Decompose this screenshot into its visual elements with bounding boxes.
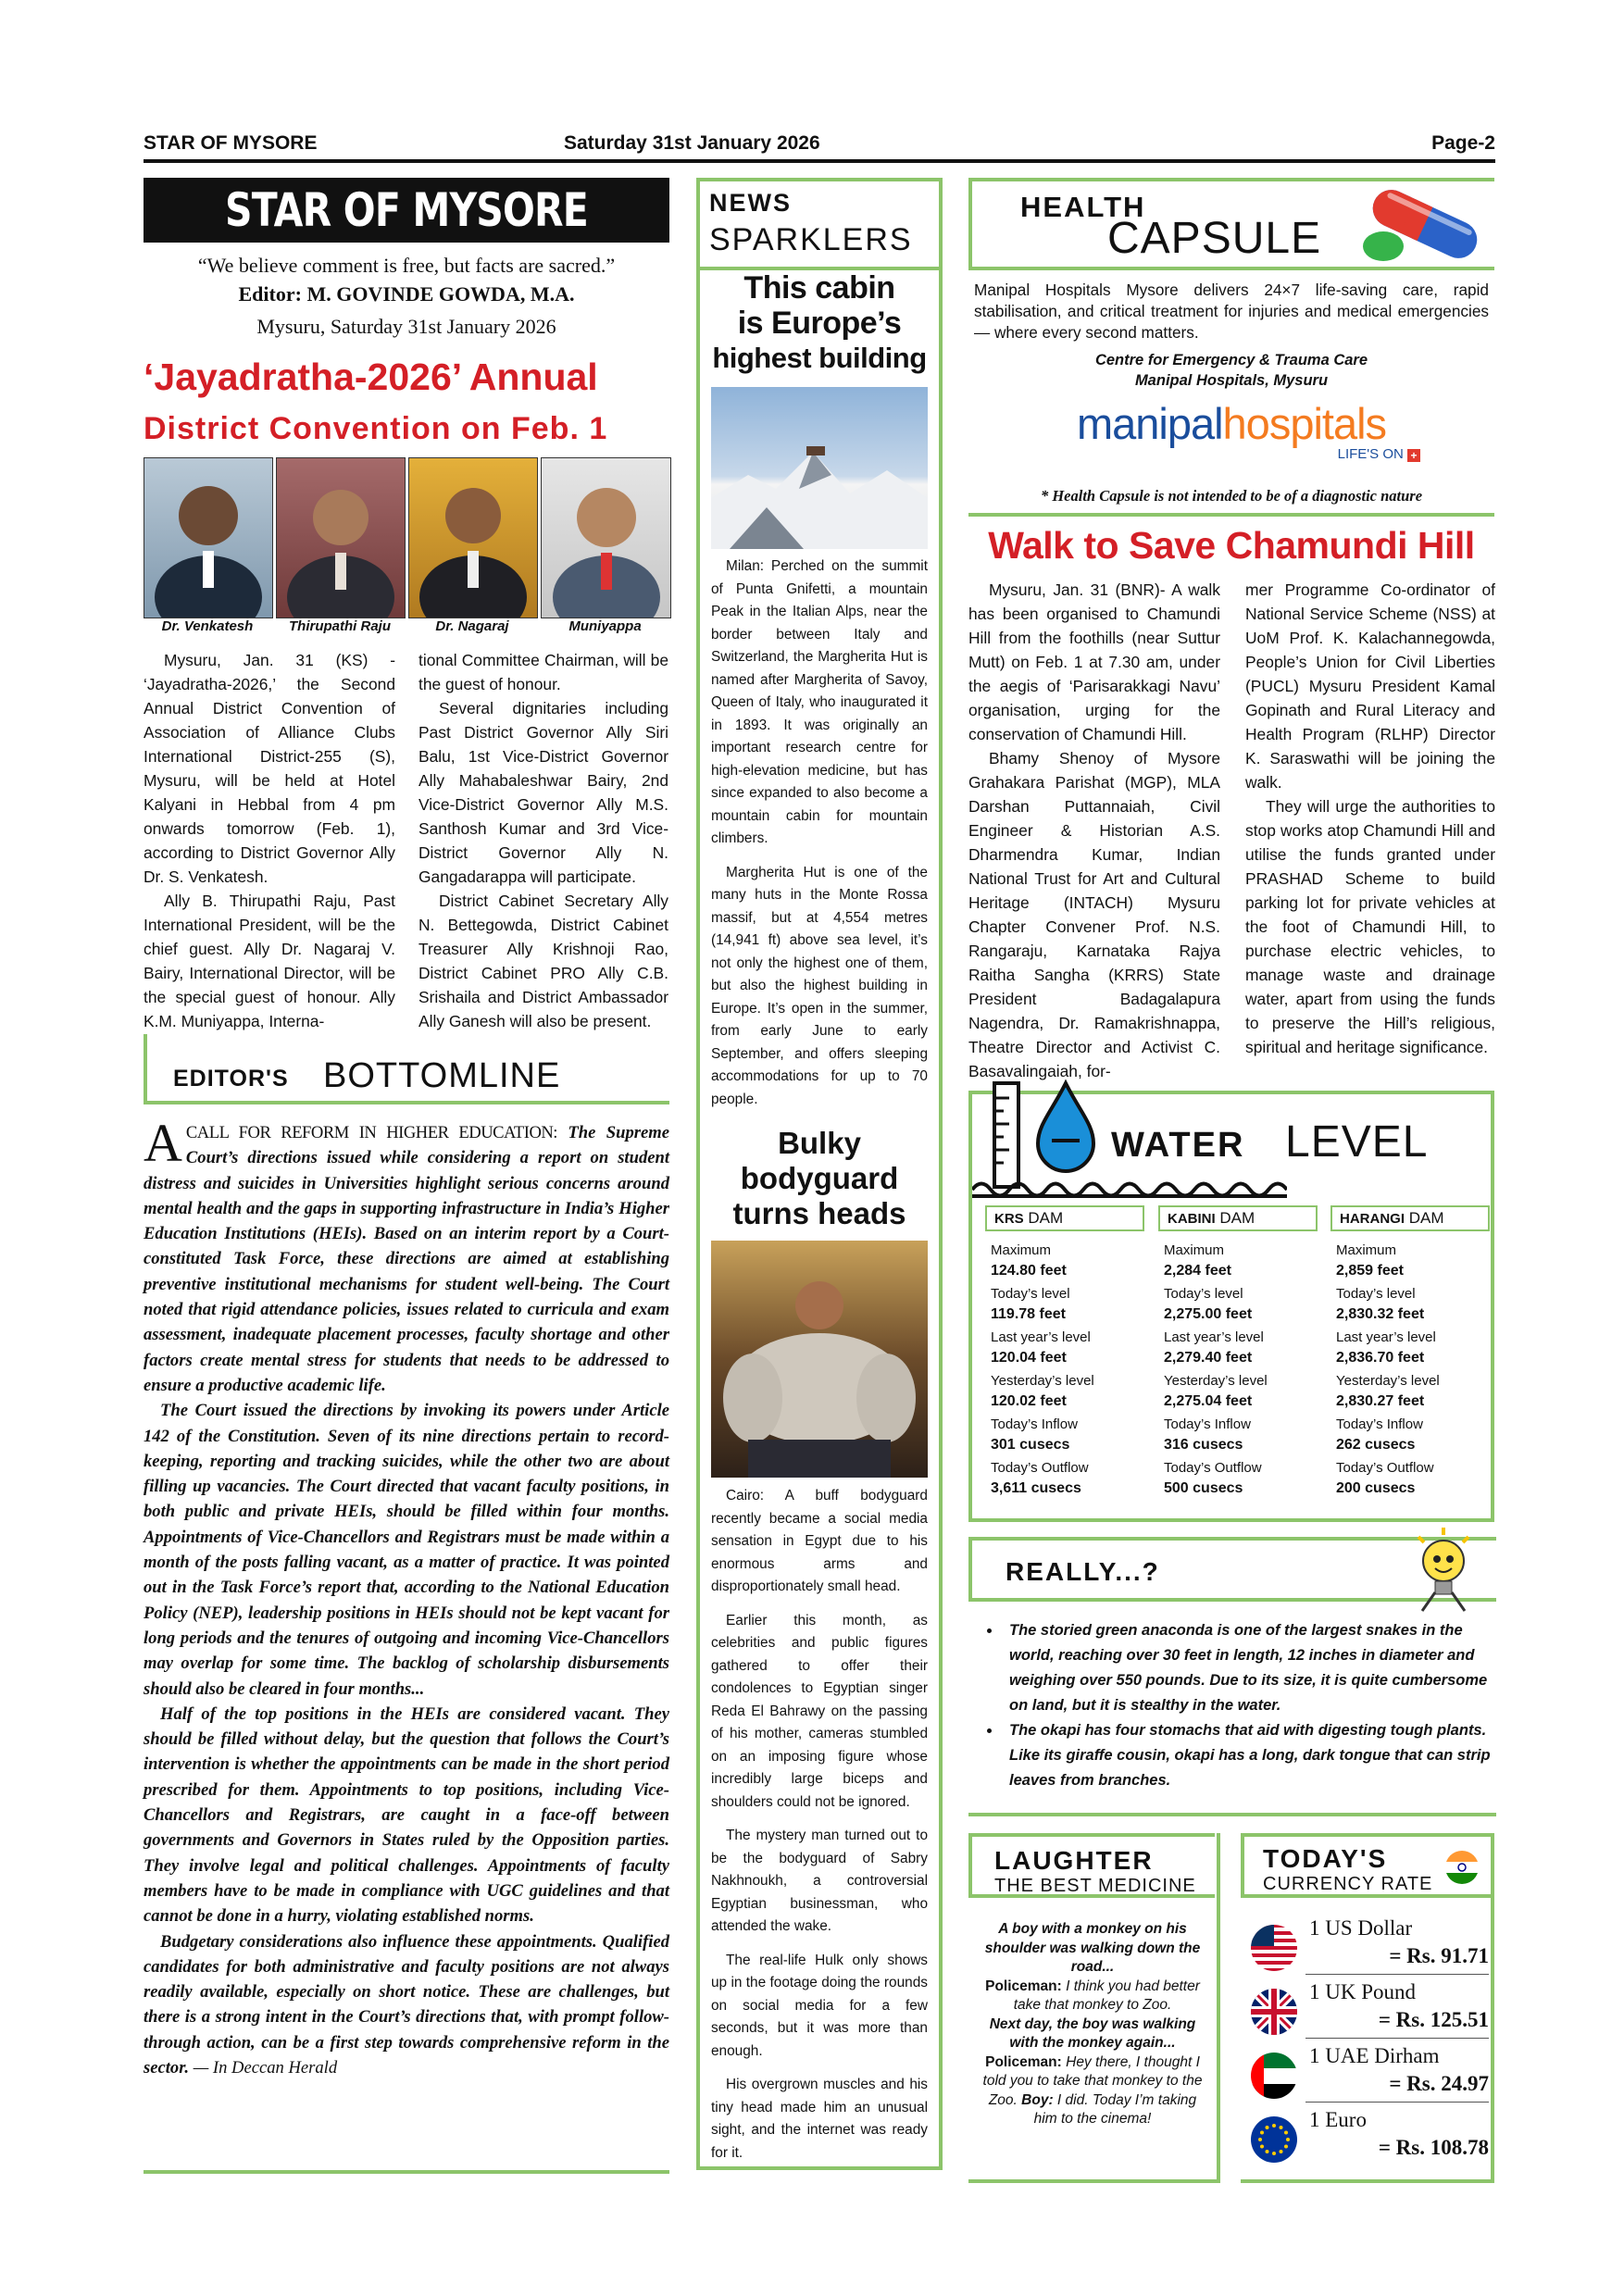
lead-headline-1: ‘Jayadratha-2026’ Annual: [144, 356, 598, 398]
dam-row-label: Maximum: [991, 1242, 1052, 1258]
person-icon: [711, 1241, 928, 1478]
joke-line: Hey there, I thought I told you to take that monkey to the Zoo.: [982, 2053, 1203, 2108]
currency-right-rule: [1491, 1898, 1494, 2183]
news-para: His overgrown muscles and his tiny head made him an unusual sight, and the internet was ready for it.: [711, 2077, 928, 2161]
photo-nagaraj: [408, 457, 538, 618]
laughter-head-2: THE BEST MEDICINE: [994, 1876, 1196, 1896]
dam-row-label: Today’s Outflow: [991, 1460, 1089, 1476]
lead-body-col1: [144, 648, 395, 1033]
walk-para: They will urge the authorities to stop works atop Chamundi Hill and utilise the funds granted under PRASHAD Scheme to build parking lot for private vehicles at the foot of Chamundi Hill, to purchase electric vehicles, to manage waste and drainage water, apart from using the funds to preserve the Hill’s religious, spiritual and heritage significance.: [1245, 797, 1495, 1056]
india-flag-icon: [1444, 1850, 1480, 1885]
dam-row-value: 2,284 feet: [1164, 1263, 1231, 1279]
walk-para: Mysuru, Jan. 31 (BNR)- A walk has been organised to Chamundi Hill from the foothills (near Suttur Mutt) on Feb. 1 at 7.30 am, under the aegis of ‘Parisarakkagi Navu’ organisation, urging for the conservation of Chamundi Hill.: [968, 580, 1220, 743]
laughter-bottom-rule: [968, 2179, 1218, 2183]
left-bottom-rule: [144, 2170, 669, 2174]
dam-row-label: Today’s Outflow: [1164, 1460, 1262, 1476]
dam-row-value: 2,830.27 feet: [1336, 1393, 1425, 1409]
uae-flag-icon: [1250, 2052, 1298, 2100]
manipal-tag: LIFE'S ON: [1337, 446, 1404, 462]
currency-divider: [1305, 2038, 1489, 2039]
photo-caption-1: Dr. Venkatesh: [161, 618, 254, 634]
photo-muniyappa: [541, 457, 671, 618]
us-flag-icon: [1250, 1924, 1298, 1972]
photo-venkatesh: [144, 457, 273, 618]
editors-para: Half of the top positions in the HEIs are considered vacant. They should be filled without delay, but the question that follows the Court’s intervention is whether the appointments can be made in the short period prescribed for them. Appointments to top positions, including Vice-Chancellors and Registrars, are caught in a face-off between governments and Governors in States ruled by the Opposition parties. They involve legal and political challenges. Appointments of faculty members have to be made in compliance with UGC guidelines and that cannot be done in a hurry, violating established norms.: [144, 1703, 669, 1927]
dam-name-label: [985, 1205, 1144, 1231]
dam-name: KABINI: [1168, 1211, 1216, 1227]
currency-value: = Rs. 108.78: [1378, 2136, 1489, 2159]
masthead: [144, 178, 669, 243]
manipal-logo: [968, 398, 1494, 465]
editors-body: [144, 1113, 669, 2080]
lead-para: Ally B. Thirupathi Raju, Past International President, will be the chief guest. Ally Dr. Nagaraj V. Bairy, International Director, will be the special guest of honour. Ally K.M. Muniyappa, Interna-: [144, 892, 395, 1030]
editors-head-2: BOTTOMLINE: [323, 1056, 561, 1095]
story2-title-line: bodyguard: [740, 1161, 899, 1195]
masthead-editor: Editor: M. GOVINDE GOWDA, M.A.: [238, 282, 575, 306]
news-head-1: NEWS: [709, 189, 792, 217]
joke-line: I think you had better take that monkey to Zoo.: [1013, 1978, 1200, 2013]
masthead-title: STAR OF MYSORE: [224, 183, 588, 237]
manipal-tagline: [1338, 446, 1420, 462]
health-capsule-header: [968, 178, 1494, 270]
news-para: Milan: Perched on the summit of Punta Gnifetti, a mountain Peak in the Italian Alps, near the border between Italy and Switzerland, the Margherita Hut is named after Margherita of Savoy, Queen of Italy, who inaugurated it in 1893. It was originally an important research centre for high-elevation medicine, but has since expanded to also become a mountain cabin for mountain climbers.: [711, 558, 928, 846]
editors-para: [144, 1929, 669, 2081]
editors-lead-caps: CALL FOR REFORM IN HIGHER EDUCATION:: [185, 1123, 557, 1142]
dam-suffix: DAM: [1023, 1209, 1064, 1227]
dam-row-value: 124.80 feet: [991, 1263, 1067, 1279]
lead-headline-2: District Convention on Feb. 1: [144, 411, 608, 446]
dam-row-label: Today’s Inflow: [991, 1416, 1078, 1432]
header-date: Saturday 31st January 2026: [564, 132, 820, 154]
joke-line: I did. Today I’m taking him to the cinema!: [1033, 2091, 1197, 2127]
dam-row-value: 120.02 feet: [991, 1393, 1067, 1409]
health-head-2: CAPSULE: [1107, 214, 1322, 263]
health-text: Manipal Hospitals Mysore delivers 24×7 life-saving care, rapid stabilisation, and critical treatment for injuries and medical emergencies — where every second matters.: [974, 281, 1489, 342]
joke-line: A boy with a monkey on his shoulder was walking down the road...: [984, 1921, 1201, 1975]
dam-row-label: Last year’s level: [1336, 1329, 1436, 1345]
editors-p4: Budgetary considerations also influence these appointments. Qualified candidates for both administrative and faculty positions are not always readily available, especially on short notice. These are challenges, but there is a strong intent in the Court’s directions that, with prompt follow-through action, can be a first step towards comprehensive reform in the sector.: [144, 1931, 669, 2078]
dam-row-value: 500 cusecs: [1164, 1480, 1243, 1496]
news-story1-body: [711, 555, 928, 1111]
walk-body-col1: [968, 578, 1220, 1083]
dam-row-label: Today’s level: [991, 1286, 1070, 1302]
walk-body-col2: [1245, 578, 1495, 1059]
photo-thirupathi-raju: [276, 457, 406, 618]
really-list: [968, 1618, 1493, 1793]
lead-body-col2: [418, 648, 668, 1033]
manipal-logo-a: manipal: [1076, 399, 1223, 448]
currency-header: [1241, 1833, 1494, 1898]
health-centre-2: Manipal Hospitals, Mysuru: [1134, 372, 1329, 389]
dam-row-label: Maximum: [1164, 1242, 1225, 1258]
walk-headline: Walk to Save Chamundi Hill: [988, 524, 1475, 567]
portrait-icon: [144, 458, 272, 618]
dam-row-value: 301 cusecs: [991, 1437, 1070, 1453]
dam-row-label: Today’s Inflow: [1336, 1416, 1423, 1432]
story1-title-line: highest building: [712, 342, 927, 374]
dam-row-label: Yesterday’s level: [1336, 1373, 1440, 1389]
currency-value: = Rs. 91.71: [1389, 1944, 1489, 1967]
really-bottom-rule: [968, 1813, 1496, 1816]
dam-row-label: Yesterday’s level: [1164, 1373, 1268, 1389]
news-head-2: SPARKLERS: [709, 222, 913, 257]
header-paper: STAR OF MYSORE: [144, 132, 318, 154]
editors-p1: The Supreme Court’s directions issued while considering a report on student distress and suicides in Universities highlight serious concerns around mental health and the gaps in supporting infrastructure in India’s Higher Education Institutions (HEIs). Based on an interim report by a Court-constituted Task Force, these directions are aimed at establishing preventive institutional mechanisms for student well-being. The Court noted that rigid attendance policies, issues related to curricula and exam assessment, inadequate placement processes, faculty shortage and other factors create mental stress for students that needs to be addressed to ensure a productive academic life.: [144, 1123, 669, 1395]
dam-kabini: [1158, 1205, 1318, 1502]
dam-name-label: [1330, 1205, 1490, 1231]
news-story2-body: [711, 1485, 928, 2165]
laughter-joke: [981, 1920, 1204, 2129]
lightbulb-icon: [1402, 1526, 1485, 1616]
currency-value: = Rs. 24.97: [1389, 2072, 1489, 2095]
dam-name-label: [1158, 1205, 1318, 1231]
health-disclaimer: * Health Capsule is not intended to be of a diagnostic nature: [1040, 487, 1423, 505]
lead-para: tional Committee Chairman, will be the guest of honour.: [418, 651, 668, 693]
dam-row-value: 2,830.32 feet: [1336, 1306, 1425, 1322]
photo-caption-4: Muniyappa: [568, 618, 642, 634]
laughter-head-1: LAUGHTER: [994, 1846, 1154, 1875]
running-header: [144, 132, 1495, 158]
joke-speaker: Boy:: [1021, 2091, 1054, 2108]
dam-row-label: Last year’s level: [991, 1329, 1091, 1345]
dam-row-value: 119.78 feet: [991, 1306, 1066, 1322]
mountain-icon: [711, 387, 928, 549]
news-top-rule: [696, 178, 943, 181]
walk-para: Bhamy Shenoy of Mysore Grahakara Parishat (MGP), MLA Darshan Puttannaiah, Civil Engineer & Historian A.S. Dharmendra Kumar, Indian National Trust for Art and Cultural Heritage (INTACH) Mysuru Chapter Convener Prof. N.S. Rangaraju, Karnataka Rajya Raitha Sangha (KRRS) State President Badagalapura Nagendra, Dr. Ramakrishnappa, Theatre Director and Activist C. Basavalingaiah, for-: [968, 749, 1220, 1080]
joke-speaker: Policeman:: [985, 1978, 1062, 1994]
news-right-rule: [939, 178, 943, 2170]
lead-para: Several dignitaries including Past District Governor Ally Siri Balu, 1st Vice-District Governor Ally Mahabaleshwar Bairy, 2nd Vice-District Governor Ally M.S. Santhosh Kumar and 3rd Vice-District Governor Ally N. Gangadarappa will participate.: [418, 699, 668, 886]
editors-source: — In Deccan Herald: [193, 2057, 338, 2078]
news-para: Earlier this month, as celebrities and public figures gathered to offer their condolences to Egyptian singer Reda El Bahrawy on the passing of his mother, cameras stumbled on an imposing figure whose incredibly large biceps and shoulders could not be ignored.: [711, 1612, 928, 1810]
story1-title-line: This cabin: [743, 270, 895, 306]
news-story1-title: [700, 270, 939, 376]
joke-line: Next day, the boy was walking with the monkey again...: [989, 2015, 1196, 2051]
photo-margherita-hut: [711, 387, 928, 549]
lead-para: Mysuru, Jan. 31 (KS) - ‘Jayadratha-2026,’ the Second Annual District Convention of Association of Alliance Clubs International District-255 (S), Mysuru, will be held at Hotel Kalyani in Hebbal from 4 pm onwards tomorrow (Feb. 1), according to District Governor Ally Dr. S. Venkatesh.: [144, 651, 395, 886]
health-head-1: HEALTH: [1020, 191, 1146, 223]
currency-head-1: TODAY'S: [1263, 1844, 1388, 1873]
lead-photo-row: [144, 457, 669, 635]
photo-caption-2: Thirupathi Raju: [289, 618, 391, 634]
header-rule: [144, 159, 1495, 163]
pill-capsule-icon: [1355, 180, 1494, 268]
dam-row-label: Last year’s level: [1164, 1329, 1264, 1345]
laughter-header: [968, 1833, 1215, 1898]
masthead-motto: “We believe comment is free, but facts are sacred.”: [197, 254, 616, 277]
dam-row-label: Maximum: [1336, 1242, 1397, 1258]
dam-row-value: 316 cusecs: [1164, 1437, 1243, 1453]
currency-name: 1 Euro: [1309, 2108, 1367, 2131]
uk-flag-icon: [1250, 1988, 1298, 2036]
news-para: The mystery man turned out to be the bodyguard of Sabry Nakhnoukh, a controversial Egyptian businessman, who attended the wake.: [711, 1828, 928, 1934]
water-head-1: WATER: [1111, 1126, 1245, 1165]
eu-flag-icon: [1250, 2115, 1298, 2164]
editors-para: The Court issued the directions by invoking its powers under Article 142 of the Constitution. Seven of its nine directions pertain to record-keeping, reporting and tracking suicides, while the other two are about filling up vacancies. The Court directed that vacant faculty positions, in both public and private HEIs, should be filled within four months. Appointments of Vice-Chancellors and Registrars must be made within a month of the posts falling vacant, as a matter of practice. It was pointed out in the Task Force’s report that, according to the National Education Policy (NEP), leadership positions in HEIs should not be kept vacant for long periods and the tenures of outgoing and incoming Vice-Chancellors may overlap for some time. The backlog of scholarship disbursements should also be cleared in four months...: [144, 1401, 669, 1699]
dam-row-value: 3,611 cusecs: [991, 1480, 1081, 1496]
dam-name: KRS: [994, 1211, 1024, 1227]
currency-name: 1 UK Pound: [1309, 1980, 1417, 2003]
really-item: • The okapi has four stomachs that aid with digesting tough plants. Like its giraffe cousin, okapi has a long, dark tongue that can strip leaves from branches.: [1002, 1718, 1493, 1793]
news-para: The real-life Hulk only shows up in the footage doing the rounds on social media for a few seconds, but it was more than enough.: [711, 1952, 928, 2059]
currency-divider: [1305, 2102, 1489, 2103]
editors-bottomline-header: [144, 1043, 669, 1104]
health-bottom-rule: [968, 513, 1494, 517]
dam-suffix: DAM: [1405, 1209, 1444, 1227]
currency-divider: [1305, 1974, 1489, 1975]
laughter-right-rule: [1217, 1833, 1220, 2183]
really-item: • The storied green anaconda is one of the largest snakes in the world, reaching over 30 feet in length, 12 inches in diameter and weighing over 550 pounds. Due to its size, it is quite cumbersome on land, but it is stealthy in the water.: [1002, 1618, 1493, 1718]
photo-caption-3: Dr. Nagaraj: [435, 618, 509, 634]
dam-suffix: DAM: [1215, 1209, 1255, 1227]
currency-head-2: CURRENCY RATE: [1263, 1874, 1433, 1894]
dam-row-value: 120.04 feet: [991, 1350, 1067, 1366]
really-head: REALLY...?: [1006, 1557, 1160, 1586]
photo-bodyguard: [711, 1241, 928, 1478]
news-story2-title: [700, 1126, 939, 1231]
editors-dropcap: A: [144, 1113, 182, 1173]
currency-value: = Rs. 125.51: [1378, 2008, 1489, 2031]
dam-row-value: 2,275.04 feet: [1164, 1393, 1253, 1409]
walk-para: mer Programme Co-ordinator of National Service Scheme (NSS) at UoM Prof. K. Kalachannegowda, People’s Union for Civil Liberties (PUCL) Mysuru President Kamal Gopinath and Rural Literacy and Health Program (RLHP) Director K. Saraswathi will be joining the walk.: [1245, 580, 1495, 792]
story2-title-line: turns heads: [732, 1196, 906, 1230]
dam-row-value: 2,275.00 feet: [1164, 1306, 1253, 1322]
currency-name: 1 UAE Dirham: [1309, 2044, 1440, 2067]
dam-row-value: 2,836.70 feet: [1336, 1350, 1425, 1366]
dam-row-label: Yesterday’s level: [991, 1373, 1094, 1389]
news-para: Cairo: A buff bodyguard recently became a social media sensation in Egypt due to his enormous arms and disproportionately small head.: [711, 1488, 928, 1594]
water-head-2: LEVEL: [1285, 1117, 1429, 1167]
currency-name: 1 US Dollar: [1309, 1916, 1413, 1940]
dam-harangi: [1330, 1205, 1490, 1502]
editors-head-1: EDITOR'S: [173, 1066, 289, 1092]
dam-row-value: 262 cusecs: [1336, 1437, 1416, 1453]
dam-row-value: 200 cusecs: [1336, 1480, 1416, 1496]
dam-row-label: Today’s Outflow: [1336, 1460, 1434, 1476]
story2-title-line: Bulky: [778, 1126, 861, 1160]
wave-icon: [972, 1178, 1287, 1202]
dam-row-value: 2,859 feet: [1336, 1263, 1404, 1279]
dam-row-label: Today’s level: [1336, 1286, 1416, 1302]
header-page: Page-2: [1431, 132, 1495, 154]
dam-krs: [985, 1205, 1144, 1502]
story1-title-line: is Europe’s: [737, 306, 902, 341]
dam-name: HARANGI: [1340, 1211, 1405, 1227]
lead-para: District Cabinet Secretary Ally N. Bettegowda, District Cabinet Treasurer Ally Krishnoji Rao, District Cabinet PRO Ally C.B. Srishaila and District Ambassador Ally Ganesh will also be present.: [418, 892, 668, 1030]
health-centre-1: Centre for Emergency & Trauma Care: [1094, 352, 1368, 368]
dam-row-value: 2,279.40 feet: [1164, 1350, 1253, 1366]
portrait-icon: [277, 458, 405, 618]
news-para: Margherita Hut is one of the many huts in the Monte Rossa massif, but at 4,554 metres (14,941 ft) above sea level, it’s not only the highest one of them, but also the highest building in Europe. It’s open in the summer, from early June to early September, and offers sleeping accommodations for up to 70 people.: [711, 864, 928, 1107]
currency-bottom-rule: [1241, 2179, 1494, 2183]
news-bottom-rule: [696, 2166, 943, 2170]
plus-icon: +: [1407, 449, 1420, 462]
manipal-logo-b: hospitals: [1222, 399, 1387, 448]
portrait-icon: [542, 458, 670, 618]
portrait-icon: [409, 458, 537, 618]
editors-top-rule: [144, 1043, 147, 1104]
editors-para: [144, 1113, 669, 1398]
dam-row-label: Today’s level: [1164, 1286, 1243, 1302]
dam-row-label: Today’s Inflow: [1164, 1416, 1251, 1432]
joke-speaker: Policeman:: [985, 2053, 1062, 2070]
masthead-dateline: Mysuru, Saturday 31st January 2026: [256, 315, 556, 338]
